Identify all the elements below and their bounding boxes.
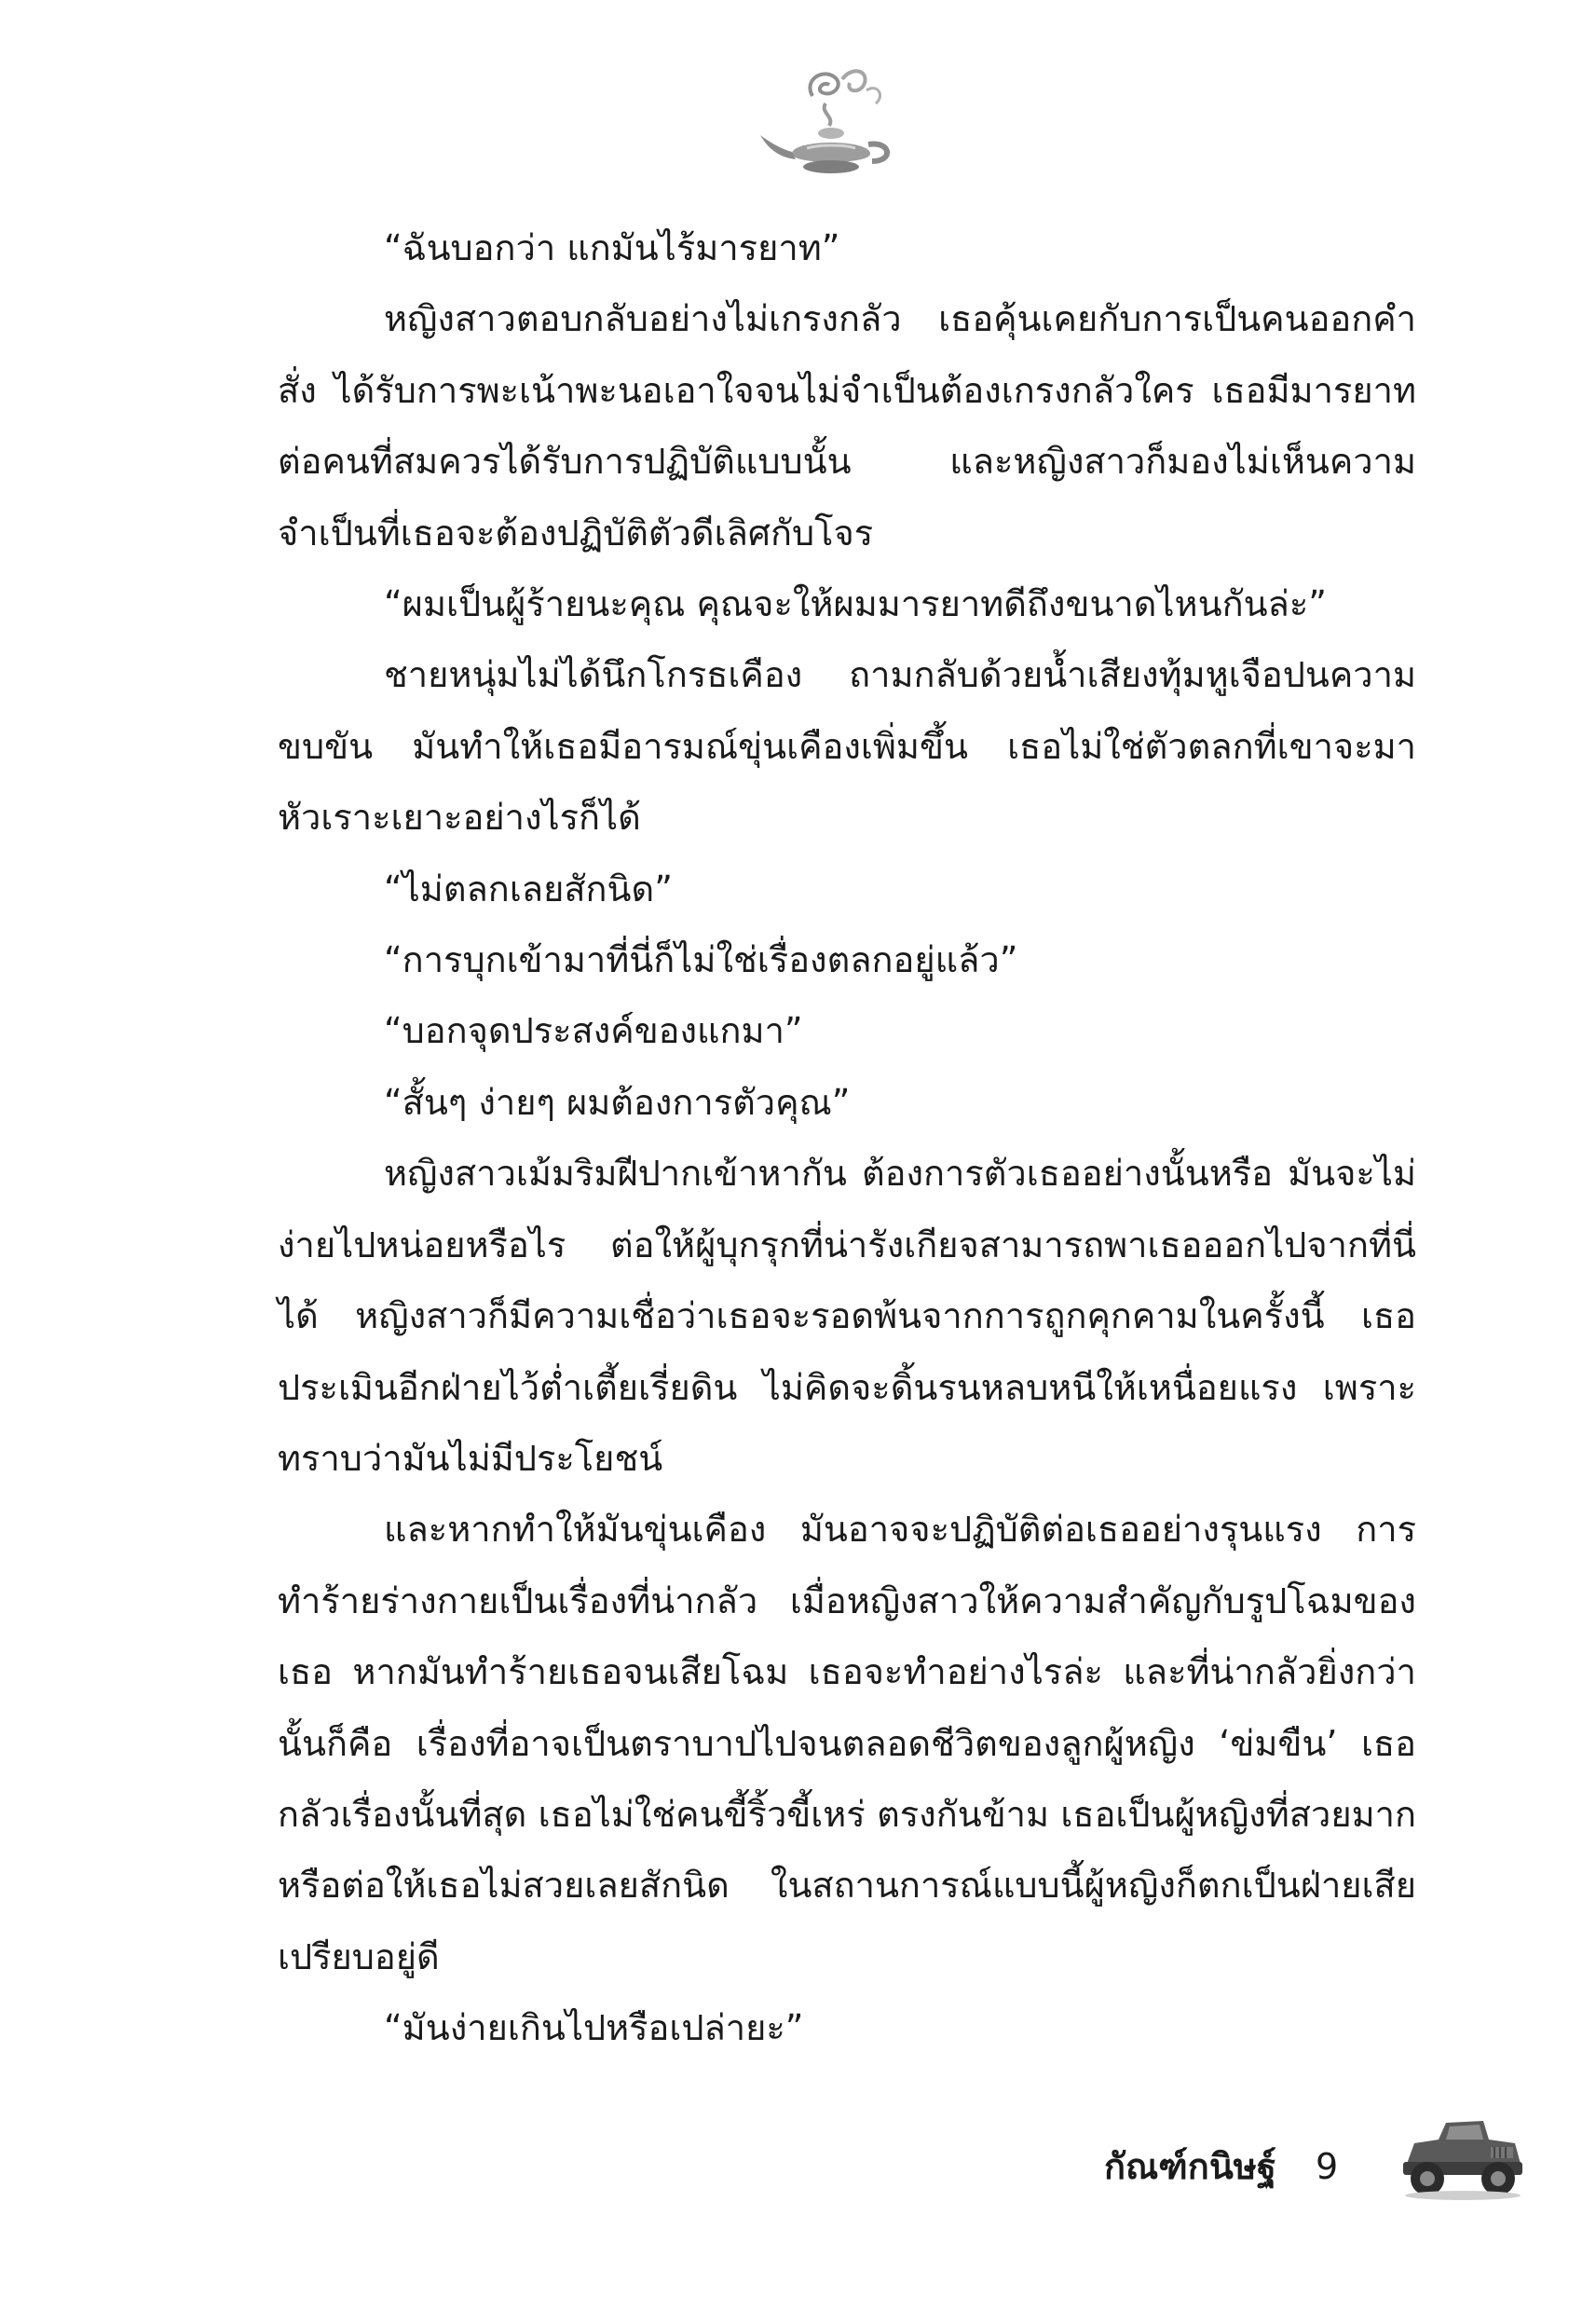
narrative-paragraph: ชายหนุ่มไม่ได้นึกโกรธเคือง ถามกลับด้วยน้ำเสียงทุ้มหูเจือปนความขบขัน มันทำให้เธอมีอารมณ์ขุ่นเคืองเพิ่มขึ้น เธอไม่ใช่ตัวตลกที่เขาจะมาหัวเราะเยาะอย่างไรก็ได้ [278,654,1416,839]
dialogue-line: “ฉันบอกว่า แกมันไร้มารยาท” [384,227,840,268]
narrative-paragraph: หญิงสาวตอบกลับอย่างไม่เกรงกลัว เธอคุ้นเคยกับการเป็นคนออกคำสั่ง ได้รับการพะเน้าพะนอเอาใจจนไม่จำเป็นต้องเกรงกลัวใคร เธอมีมารยาทต่อคนที่สมควรได้รับการปฏิบัติแบบนั้น และหญิงสาวก็มองไม่เห็นความจำเป็นที่เธอจะต้องปฏิบัติตัวดีเลิศกับโจร [278,298,1416,554]
dialogue-line: “ผมเป็นผู้ร้ายนะคุณ คุณจะให้ผมมารยาทดีถึงขนาดไหนกันล่ะ” [384,583,1327,625]
genie-lamp-icon [755,51,904,191]
dialogue-line: “สั้นๆ ง่ายๆ ผมต้องการตัวคุณ” [384,1081,851,1123]
jeep-icon [1398,2097,1528,2204]
dialogue-line: “บอกจุดประสงค์ของแกมา” [384,1010,803,1052]
page-number: 9 [1316,2146,1339,2187]
book-title: กัณฑ์กนิษฐ์ [1104,2146,1276,2187]
dialogue-line: “การบุกเข้ามาที่นี่ก็ไม่ใช่เรื่องตลกอยู่แล้ว” [384,939,1018,981]
dialogue-line: “ไม่ตลกเลยสักนิด” [384,868,673,909]
dialogue-line: “มันง่ายเกินไปหรือเปล่ายะ” [384,2007,804,2049]
body-text [278,212,1416,2064]
narrative-paragraph: หญิงสาวเม้มริมฝีปากเข้าหากัน ต้องการตัวเธออย่างนั้นหรือ มันจะไม่ง่ายไปหน่อยหรือไร ต่อให้ผู้บุกรุกที่น่ารังเกียจสามารถพาเธอออกไปจากที่นี่ได้ หญิงสาวก็มีความเชื่อว่าเธอจะรอดพ้นจากการถูกคุกคามในครั้งนี้ เธอประเมินอีกฝ่ายไว้ต่ำเตี้ยเรี่ยดิน ไม่คิดจะดิ้นรนหลบหนีให้เหนื่อยแรง เพราะทราบว่ามันไม่มีประโยชน์ [278,1153,1416,1479]
narrative-paragraph: และหากทำให้มันขุ่นเคือง มันอาจจะปฏิบัติต่อเธออย่างรุนแรง การทำร้ายร่างกายเป็นเรื่องที่น่ากลัว เมื่อหญิงสาวให้ความสำคัญกับรูปโฉมของเธอ หากมันทำร้ายเธอจนเสียโฉม เธอจะทำอย่างไรล่ะ และที่น่ากลัวยิ่งกว่านั้นก็คือ เรื่องที่อาจเป็นตราบาปไปจนตลอดชีวิตของลูกผู้หญิง ‘ข่มขืน’ เธอกลัวเรื่องนั้นที่สุด เธอไม่ใช่คนขี้ริ้วขี้เหร่ ตรงกันข้าม เธอเป็นผู้หญิงที่สวยมาก หรือต่อให้เธอไม่สวยเลยสักนิด ในสถานการณ์แบบนี้ผู้หญิงก็ตกเป็นฝ่ายเสียเปรียบอยู่ดี [278,1509,1416,1977]
